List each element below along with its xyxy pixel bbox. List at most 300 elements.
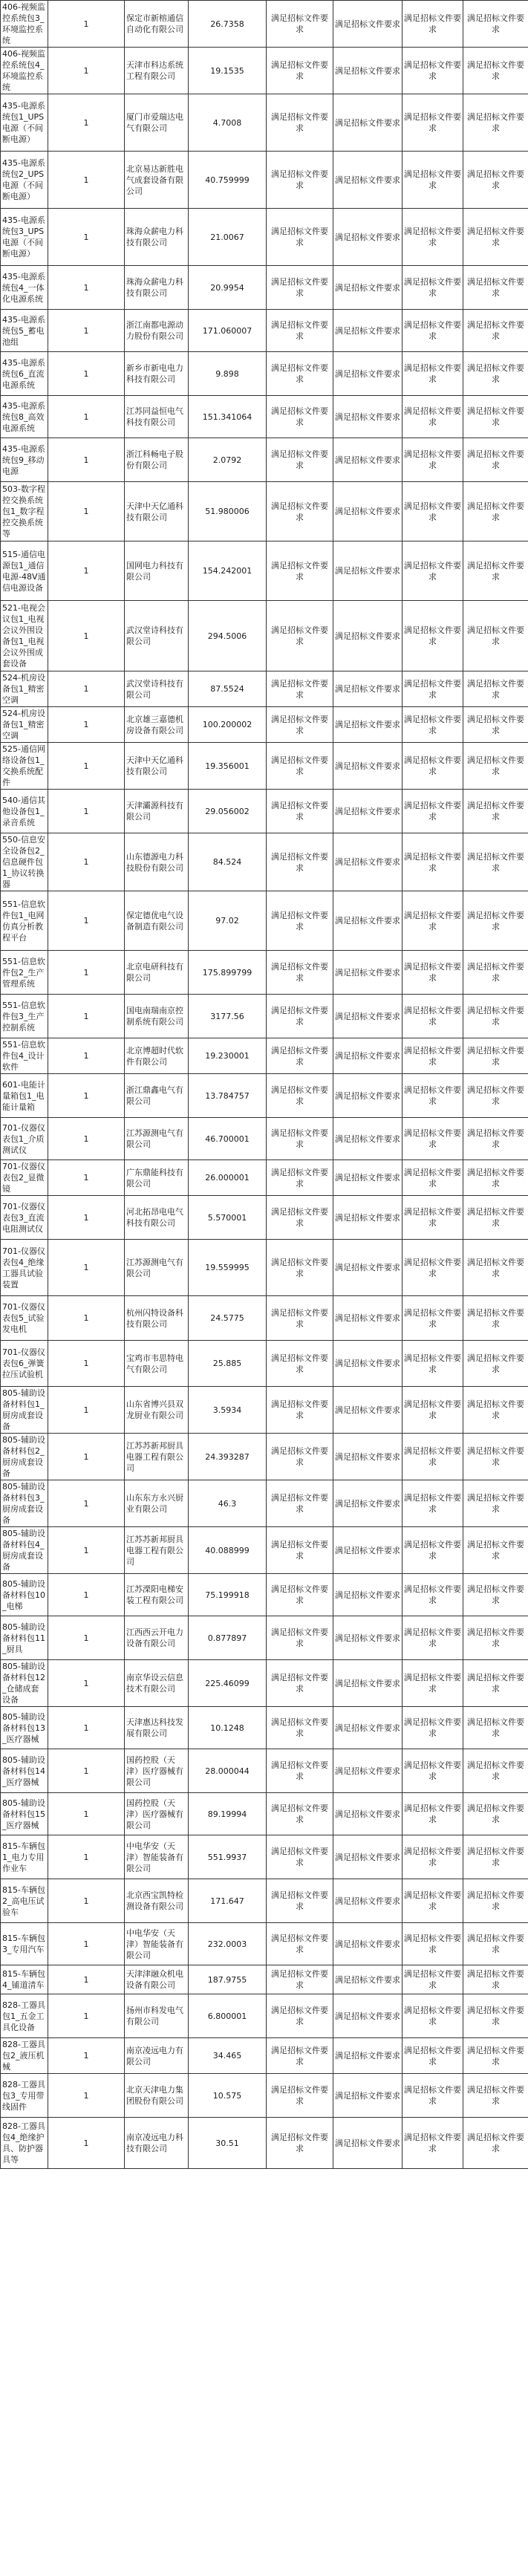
requirement-check-cell: 满足招标文件要求 — [333, 1240, 402, 1296]
table-row — [1, 1, 528, 48]
count-cell: 1 — [48, 209, 125, 266]
bid-price-cell: 4.7008 — [189, 94, 267, 152]
requirement-check-cell: 满足招标文件要求 — [267, 1240, 333, 1296]
requirement-check-cell: 满足招标文件要求 — [267, 2118, 333, 2169]
requirement-check-cell: 满足招标文件要求 — [402, 671, 463, 707]
count-cell: 1 — [48, 1387, 125, 1434]
requirement-check-cell: 满足招标文件要求 — [267, 1707, 333, 1749]
bidder-name-cell: 江苏溧阳电梯安装工程有限公司 — [125, 1574, 189, 1616]
bidder-name-cell: 珠海众薪电力科技有限公司 — [125, 209, 189, 266]
requirement-check-cell: 满足招标文件要求 — [333, 1434, 402, 1480]
requirement-check-cell: 满足招标文件要求 — [402, 541, 463, 601]
table-row — [1, 833, 528, 891]
bidder-name-cell: 南京凌远电力有限公司 — [125, 2038, 189, 2074]
package-name-cell: 805-辅助设备材料包3_厨房成套设备 — [1, 1480, 48, 1527]
requirement-check-cell: 满足招标文件要求 — [267, 671, 333, 707]
package-name-cell: 551-信息软件包4_设计软件 — [1, 1038, 48, 1074]
bidder-name-cell: 江西西云开电力设备有限公司 — [125, 1616, 189, 1660]
requirement-check-cell: 满足招标文件要求 — [333, 1923, 402, 1965]
requirement-check-cell: 满足招标文件要求 — [267, 1434, 333, 1480]
requirement-check-cell: 满足招标文件要求 — [333, 1, 402, 48]
bidder-name-cell: 南京凌远电力科技有限公司 — [125, 2118, 189, 2169]
package-name-cell: 701-仪器仪表包3_直流电阻测试仪 — [1, 1196, 48, 1240]
package-name-cell: 435-电源系统包6_直流电源系统 — [1, 352, 48, 396]
requirement-check-cell: 满足招标文件要求 — [267, 1387, 333, 1434]
package-name-cell: 406-视频监控系统包4_环境监控系统 — [1, 48, 48, 94]
requirement-check-cell: 满足招标文件要求 — [402, 1160, 463, 1196]
bid-price-cell: 171.060007 — [189, 310, 267, 352]
requirement-check-cell: 满足招标文件要求 — [267, 601, 333, 671]
requirement-check-cell: 满足招标文件要求 — [267, 266, 333, 310]
requirement-check-cell: 满足招标文件要求 — [402, 743, 463, 790]
bidder-name-cell: 中电华安（天津）智能装备有限公司 — [125, 1923, 189, 1965]
requirement-check-cell: 满足招标文件要求 — [333, 1038, 402, 1074]
count-cell: 1 — [48, 995, 125, 1038]
requirement-check-cell: 满足招标文件要求 — [402, 1341, 463, 1387]
requirement-check-cell: 满足招标文件要求 — [463, 1118, 528, 1160]
requirement-check-cell: 满足招标文件要求 — [333, 1296, 402, 1341]
requirement-check-cell: 满足招标文件要求 — [267, 482, 333, 541]
requirement-check-cell: 满足招标文件要求 — [267, 743, 333, 790]
requirement-check-cell: 满足招标文件要求 — [402, 1, 463, 48]
bid-price-cell: 3177.56 — [189, 995, 267, 1038]
requirement-check-cell: 满足招标文件要求 — [267, 1196, 333, 1240]
table-row — [1, 743, 528, 790]
table-row — [1, 1118, 528, 1160]
package-name-cell: 701-仪器仪表包1_介质测试仪 — [1, 1118, 48, 1160]
requirement-check-cell: 满足招标文件要求 — [267, 1527, 333, 1574]
requirement-check-cell: 满足招标文件要求 — [267, 833, 333, 891]
requirement-check-cell: 满足招标文件要求 — [333, 2038, 402, 2074]
bid-price-cell: 24.5775 — [189, 1296, 267, 1341]
bidder-name-cell: 国电南瑞南京控制系统有限公司 — [125, 995, 189, 1038]
bidder-name-cell: 新乡市新电电力科技有限公司 — [125, 352, 189, 396]
requirement-check-cell: 满足招标文件要求 — [267, 48, 333, 94]
table-row — [1, 1160, 528, 1196]
requirement-check-cell: 满足招标文件要求 — [463, 1879, 528, 1923]
bidder-name-cell: 中电华安（天津）智能装备有限公司 — [125, 1835, 189, 1879]
count-cell: 1 — [48, 1574, 125, 1616]
requirement-check-cell: 满足招标文件要求 — [463, 1793, 528, 1835]
requirement-check-cell: 满足招标文件要求 — [267, 1480, 333, 1527]
requirement-check-cell: 满足招标文件要求 — [267, 1793, 333, 1835]
requirement-check-cell: 满足招标文件要求 — [333, 352, 402, 396]
count-cell: 1 — [48, 891, 125, 951]
requirement-check-cell: 满足招标文件要求 — [333, 1196, 402, 1240]
requirement-check-cell: 满足招标文件要求 — [267, 1835, 333, 1879]
package-name-cell: 551-信息软件包2_生产管理系统 — [1, 951, 48, 995]
package-name-cell: 524-机房设备包1_精密空调 — [1, 671, 48, 707]
requirement-check-cell: 满足招标文件要求 — [463, 94, 528, 152]
requirement-check-cell: 满足招标文件要求 — [402, 1296, 463, 1341]
requirement-check-cell: 满足招标文件要求 — [463, 152, 528, 209]
requirement-check-cell: 满足招标文件要求 — [333, 1074, 402, 1118]
table-row — [1, 1527, 528, 1574]
requirement-check-cell: 满足招标文件要求 — [402, 1240, 463, 1296]
requirement-check-cell: 满足招标文件要求 — [463, 48, 528, 94]
requirement-check-cell: 满足招标文件要求 — [333, 1480, 402, 1527]
table-row — [1, 1793, 528, 1835]
package-name-cell: 435-电源系统包9_移动电源 — [1, 438, 48, 482]
bid-price-cell: 551.9937 — [189, 1835, 267, 1879]
requirement-check-cell: 满足招标文件要求 — [402, 1994, 463, 2038]
count-cell: 1 — [48, 1660, 125, 1707]
requirement-check-cell: 满足招标文件要求 — [267, 209, 333, 266]
requirement-check-cell: 满足招标文件要求 — [402, 1434, 463, 1480]
requirement-check-cell: 满足招标文件要求 — [333, 1994, 402, 2038]
bid-price-cell: 19.1535 — [189, 48, 267, 94]
requirement-check-cell: 满足招标文件要求 — [333, 438, 402, 482]
table-row — [1, 152, 528, 209]
bid-price-cell: 2.0792 — [189, 438, 267, 482]
table-row — [1, 707, 528, 743]
table-row — [1, 995, 528, 1038]
package-name-cell: 701-仪器仪表包6_弹簧拉压试验机 — [1, 1341, 48, 1387]
requirement-check-cell: 满足招标文件要求 — [267, 2038, 333, 2074]
requirement-check-cell: 满足招标文件要求 — [402, 396, 463, 438]
requirement-check-cell: 满足招标文件要求 — [333, 1574, 402, 1616]
bidder-name-cell: 广东鼎能科技有限公司 — [125, 1160, 189, 1196]
table-row — [1, 1923, 528, 1965]
table-row — [1, 1574, 528, 1616]
bidder-name-cell: 保定市新榕通信自动化有限公司 — [125, 1, 189, 48]
bid-price-cell: 34.465 — [189, 2038, 267, 2074]
count-cell: 1 — [48, 1923, 125, 1965]
package-name-cell: 503-数字程控交换系统包1_数字程控交换系统等 — [1, 482, 48, 541]
requirement-check-cell: 满足招标文件要求 — [333, 1965, 402, 1994]
requirement-check-cell: 满足招标文件要求 — [333, 601, 402, 671]
bidder-name-cell: 山东东方永兴厨业有限公司 — [125, 1480, 189, 1527]
package-name-cell: 601-电能计量箱包1_电能计量箱 — [1, 1074, 48, 1118]
table-row — [1, 2074, 528, 2118]
requirement-check-cell: 满足招标文件要求 — [333, 1341, 402, 1387]
requirement-check-cell: 满足招标文件要求 — [463, 266, 528, 310]
requirement-check-cell: 满足招标文件要求 — [267, 1160, 333, 1196]
table-row — [1, 1296, 528, 1341]
requirement-check-cell: 满足招标文件要求 — [463, 1434, 528, 1480]
requirement-check-cell: 满足招标文件要求 — [333, 266, 402, 310]
package-name-cell: 551-信息软件包3_生产控制系统 — [1, 995, 48, 1038]
bidder-name-cell: 浙江南都电源动力股份有限公司 — [125, 310, 189, 352]
requirement-check-cell: 满足招标文件要求 — [267, 1038, 333, 1074]
bid-price-cell: 232.0003 — [189, 1923, 267, 1965]
table-row — [1, 601, 528, 671]
requirement-check-cell: 满足招标文件要求 — [267, 1118, 333, 1160]
table-row — [1, 1616, 528, 1660]
bid-price-cell: 175.899799 — [189, 951, 267, 995]
count-cell: 1 — [48, 790, 125, 833]
bidder-name-cell: 北京易达新胜电气成套设备有限公司 — [125, 152, 189, 209]
requirement-check-cell: 满足招标文件要求 — [402, 1835, 463, 1879]
requirement-check-cell: 满足招标文件要求 — [402, 1527, 463, 1574]
requirement-check-cell: 满足招标文件要求 — [402, 1038, 463, 1074]
requirement-check-cell: 满足招标文件要求 — [463, 891, 528, 951]
count-cell: 1 — [48, 352, 125, 396]
requirement-check-cell: 满足招标文件要求 — [463, 310, 528, 352]
requirement-check-cell: 满足招标文件要求 — [463, 833, 528, 891]
count-cell: 1 — [48, 152, 125, 209]
count-cell: 1 — [48, 438, 125, 482]
count-cell: 1 — [48, 1160, 125, 1196]
count-cell: 1 — [48, 833, 125, 891]
requirement-check-cell: 满足招标文件要求 — [402, 833, 463, 891]
table-row — [1, 94, 528, 152]
requirement-check-cell: 满足招标文件要求 — [402, 1707, 463, 1749]
package-name-cell: 515-通信电源包1_通信电源-48V通信电源设备 — [1, 541, 48, 601]
requirement-check-cell: 满足招标文件要求 — [333, 541, 402, 601]
bidder-name-cell: 天津灞源科技有限公司 — [125, 790, 189, 833]
requirement-check-cell: 满足招标文件要求 — [333, 891, 402, 951]
requirement-check-cell: 满足招标文件要求 — [267, 790, 333, 833]
bidder-name-cell: 江苏源测电气有限公司 — [125, 1118, 189, 1160]
bid-price-cell: 87.5524 — [189, 671, 267, 707]
table-row — [1, 1707, 528, 1749]
count-cell: 1 — [48, 94, 125, 152]
bidder-name-cell: 江苏同益恒电气科技有限公司 — [125, 396, 189, 438]
bid-price-cell: 6.800001 — [189, 1994, 267, 2038]
requirement-check-cell: 满足招标文件要求 — [402, 2074, 463, 2118]
requirement-check-cell: 满足招标文件要求 — [402, 1074, 463, 1118]
table-row — [1, 1196, 528, 1240]
requirement-check-cell: 满足招标文件要求 — [463, 1965, 528, 1994]
requirement-check-cell: 满足招标文件要求 — [402, 94, 463, 152]
requirement-check-cell: 满足招标文件要求 — [267, 995, 333, 1038]
table-row — [1, 1879, 528, 1923]
requirement-check-cell: 满足招标文件要求 — [267, 310, 333, 352]
bidder-name-cell: 保定德优电气设备制造有限公司 — [125, 891, 189, 951]
table-row — [1, 310, 528, 352]
count-cell: 1 — [48, 1879, 125, 1923]
requirement-check-cell: 满足招标文件要求 — [463, 1574, 528, 1616]
bidder-name-cell: 国药控股（天津）医疗器械有限公司 — [125, 1749, 189, 1793]
requirement-check-cell: 满足招标文件要求 — [333, 482, 402, 541]
count-cell: 1 — [48, 951, 125, 995]
count-cell: 1 — [48, 1749, 125, 1793]
requirement-check-cell: 满足招标文件要求 — [267, 1879, 333, 1923]
package-name-cell: 521-电视会议包1_电视会议外围设备包1_电视会议外围成套设备 — [1, 601, 48, 671]
bid-price-cell: 294.5006 — [189, 601, 267, 671]
package-name-cell: 828-工器具包2_液压机械 — [1, 2038, 48, 2074]
requirement-check-cell: 满足招标文件要求 — [402, 1118, 463, 1160]
requirement-check-cell: 满足招标文件要求 — [463, 1240, 528, 1296]
bidder-name-cell: 天津津融众机电设备有限公司 — [125, 1965, 189, 1994]
requirement-check-cell: 满足招标文件要求 — [333, 707, 402, 743]
requirement-check-cell: 满足招标文件要求 — [333, 995, 402, 1038]
package-name-cell: 805-辅助设备材料包10_电梯 — [1, 1574, 48, 1616]
bid-price-cell: 19.230001 — [189, 1038, 267, 1074]
bid-price-cell: 26.000001 — [189, 1160, 267, 1196]
count-cell: 1 — [48, 1196, 125, 1240]
bid-price-cell: 19.559995 — [189, 1240, 267, 1296]
bidder-name-cell: 宝鸡市韦思特电气有限公司 — [125, 1341, 189, 1387]
bidder-name-cell: 北京电研科技有限公司 — [125, 951, 189, 995]
bidder-name-cell: 北京博超时代软件有限公司 — [125, 1038, 189, 1074]
bid-price-cell: 10.1248 — [189, 1707, 267, 1749]
bid-price-cell: 225.46099 — [189, 1660, 267, 1707]
table-row — [1, 1341, 528, 1387]
bidder-name-cell: 浙江科畅电子股份有限公司 — [125, 438, 189, 482]
requirement-check-cell: 满足招标文件要求 — [463, 951, 528, 995]
requirement-check-cell: 满足招标文件要求 — [333, 94, 402, 152]
table-body — [1, 1, 528, 2169]
requirement-check-cell: 满足招标文件要求 — [267, 707, 333, 743]
package-name-cell: 815-车辆包3_专用汽车 — [1, 1923, 48, 1965]
requirement-check-cell: 满足招标文件要求 — [402, 266, 463, 310]
package-name-cell: 435-电源系统包1_UPS电源（不间断电源） — [1, 94, 48, 152]
requirement-check-cell: 满足招标文件要求 — [267, 1965, 333, 1994]
count-cell: 1 — [48, 1616, 125, 1660]
requirement-check-cell: 满足招标文件要求 — [267, 1296, 333, 1341]
count-cell: 1 — [48, 1038, 125, 1074]
count-cell: 1 — [48, 541, 125, 601]
requirement-check-cell: 满足招标文件要求 — [267, 541, 333, 601]
count-cell: 1 — [48, 482, 125, 541]
requirement-check-cell: 满足招标文件要求 — [333, 1387, 402, 1434]
requirement-check-cell: 满足招标文件要求 — [402, 1793, 463, 1835]
bid-price-cell: 0.877897 — [189, 1616, 267, 1660]
bid-price-cell: 46.3 — [189, 1480, 267, 1527]
count-cell: 1 — [48, 1793, 125, 1835]
requirement-check-cell: 满足招标文件要求 — [463, 1074, 528, 1118]
requirement-check-cell: 满足招标文件要求 — [333, 2118, 402, 2169]
requirement-check-cell: 满足招标文件要求 — [463, 541, 528, 601]
table-row — [1, 1965, 528, 1994]
requirement-check-cell: 满足招标文件要求 — [333, 671, 402, 707]
bid-price-cell: 21.0067 — [189, 209, 267, 266]
requirement-check-cell: 满足招标文件要求 — [463, 2118, 528, 2169]
requirement-check-cell: 满足招标文件要求 — [333, 209, 402, 266]
table-row — [1, 790, 528, 833]
requirement-check-cell: 满足招标文件要求 — [402, 790, 463, 833]
bidder-name-cell: 国药控股（天津）医疗器械有限公司 — [125, 1793, 189, 1835]
bidder-name-cell: 河北拓昂电电气科技有限公司 — [125, 1196, 189, 1240]
requirement-check-cell: 满足招标文件要求 — [463, 671, 528, 707]
requirement-check-cell: 满足招标文件要求 — [333, 1160, 402, 1196]
requirement-check-cell: 满足招标文件要求 — [402, 1196, 463, 1240]
requirement-check-cell: 满足招标文件要求 — [402, 2118, 463, 2169]
table-row — [1, 266, 528, 310]
requirement-check-cell: 满足招标文件要求 — [333, 2074, 402, 2118]
requirement-check-cell: 满足招标文件要求 — [267, 2074, 333, 2118]
package-name-cell: 435-电源系统包2_UPS电源（不间断电源） — [1, 152, 48, 209]
requirement-check-cell: 满足招标文件要求 — [463, 743, 528, 790]
package-name-cell: 540-通信其他设备包1_录音系统 — [1, 790, 48, 833]
table-row — [1, 48, 528, 94]
requirement-check-cell: 满足招标文件要求 — [463, 1341, 528, 1387]
package-name-cell: 805-辅助设备材料包12_仓储成套设备 — [1, 1660, 48, 1707]
package-name-cell: 435-电源系统包5_蓄电池组 — [1, 310, 48, 352]
requirement-check-cell: 满足招标文件要求 — [333, 790, 402, 833]
requirement-check-cell: 满足招标文件要求 — [463, 1387, 528, 1434]
requirement-check-cell: 满足招标文件要求 — [333, 1749, 402, 1793]
requirement-check-cell: 满足招标文件要求 — [463, 352, 528, 396]
table-row — [1, 1038, 528, 1074]
count-cell: 1 — [48, 1074, 125, 1118]
bidder-name-cell: 厦门市爱瑞达电气有限公司 — [125, 94, 189, 152]
bid-price-cell: 20.9954 — [189, 266, 267, 310]
requirement-check-cell: 满足招标文件要求 — [267, 1994, 333, 2038]
count-cell: 1 — [48, 1240, 125, 1296]
count-cell: 1 — [48, 396, 125, 438]
requirement-check-cell: 满足招标文件要求 — [402, 1616, 463, 1660]
bidder-name-cell: 天津中天亿通科技有限公司 — [125, 743, 189, 790]
package-name-cell: 805-辅助设备材料包15_医疗器械 — [1, 1793, 48, 1835]
package-name-cell: 805-辅助设备材料包4_厨房成套设备 — [1, 1527, 48, 1574]
requirement-check-cell: 满足招标文件要求 — [267, 396, 333, 438]
requirement-check-cell: 满足招标文件要求 — [333, 951, 402, 995]
table-row — [1, 891, 528, 951]
table-row — [1, 2118, 528, 2169]
count-cell: 1 — [48, 1707, 125, 1749]
requirement-check-cell: 满足招标文件要求 — [267, 1074, 333, 1118]
bidder-name-cell: 北京雄三嘉德机房设备有限公司 — [125, 707, 189, 743]
table-row — [1, 438, 528, 482]
count-cell: 1 — [48, 1480, 125, 1527]
table-row — [1, 1660, 528, 1707]
count-cell: 1 — [48, 266, 125, 310]
bid-price-cell: 19.356001 — [189, 743, 267, 790]
package-name-cell: 406-视频监控系统包3_环境监控系统 — [1, 1, 48, 48]
bid-price-cell: 10.575 — [189, 2074, 267, 2118]
bid-price-cell: 75.199918 — [189, 1574, 267, 1616]
requirement-check-cell: 满足招标文件要求 — [463, 601, 528, 671]
requirement-check-cell: 满足招标文件要求 — [463, 396, 528, 438]
table-row — [1, 1074, 528, 1118]
requirement-check-cell: 满足招标文件要求 — [402, 1660, 463, 1707]
requirement-check-cell: 满足招标文件要求 — [333, 48, 402, 94]
requirement-check-cell: 满足招标文件要求 — [463, 1616, 528, 1660]
bidder-name-cell: 江苏源测电气有限公司 — [125, 1240, 189, 1296]
package-name-cell: 435-电源系统包4_一体化电源系统 — [1, 266, 48, 310]
bid-price-cell: 5.570001 — [189, 1196, 267, 1240]
requirement-check-cell: 满足招标文件要求 — [463, 790, 528, 833]
requirement-check-cell: 满足招标文件要求 — [402, 352, 463, 396]
bid-price-cell: 46.700001 — [189, 1118, 267, 1160]
package-name-cell: 828-工器具包4_绝缘护具、防护器具等 — [1, 2118, 48, 2169]
bid-price-cell: 9.898 — [189, 352, 267, 396]
bidder-name-cell: 珠海众薪电力科技有限公司 — [125, 266, 189, 310]
bidder-name-cell: 武汉堂诗科技有限公司 — [125, 671, 189, 707]
count-cell: 1 — [48, 1965, 125, 1994]
requirement-check-cell: 满足招标文件要求 — [267, 1660, 333, 1707]
requirement-check-cell: 满足招标文件要求 — [267, 1574, 333, 1616]
requirement-check-cell: 满足招标文件要求 — [402, 310, 463, 352]
bid-price-cell: 30.51 — [189, 2118, 267, 2169]
requirement-check-cell: 满足招标文件要求 — [463, 438, 528, 482]
requirement-check-cell: 满足招标文件要求 — [463, 1707, 528, 1749]
requirement-check-cell: 满足招标文件要求 — [402, 707, 463, 743]
table-row — [1, 951, 528, 995]
requirement-check-cell: 满足招标文件要求 — [463, 1196, 528, 1240]
bidder-name-cell: 山东德源电力科技股份有限公司 — [125, 833, 189, 891]
count-cell: 1 — [48, 2074, 125, 2118]
requirement-check-cell: 满足招标文件要求 — [402, 209, 463, 266]
table-row — [1, 1749, 528, 1793]
table-row — [1, 1994, 528, 2038]
requirement-check-cell: 满足招标文件要求 — [333, 1527, 402, 1574]
bid-price-cell: 84.524 — [189, 833, 267, 891]
package-name-cell: 525-通信网络设备包1_交换系统配件 — [1, 743, 48, 790]
requirement-check-cell: 满足招标文件要求 — [267, 1749, 333, 1793]
requirement-check-cell: 满足招标文件要求 — [463, 209, 528, 266]
count-cell: 1 — [48, 601, 125, 671]
requirement-check-cell: 满足招标文件要求 — [402, 1574, 463, 1616]
requirement-check-cell: 满足招标文件要求 — [402, 1480, 463, 1527]
bid-price-cell: 151.341064 — [189, 396, 267, 438]
bid-price-cell: 25.885 — [189, 1341, 267, 1387]
requirement-check-cell: 满足招标文件要求 — [333, 1835, 402, 1879]
bidder-name-cell: 杭州闪特设备科技有限公司 — [125, 1296, 189, 1341]
